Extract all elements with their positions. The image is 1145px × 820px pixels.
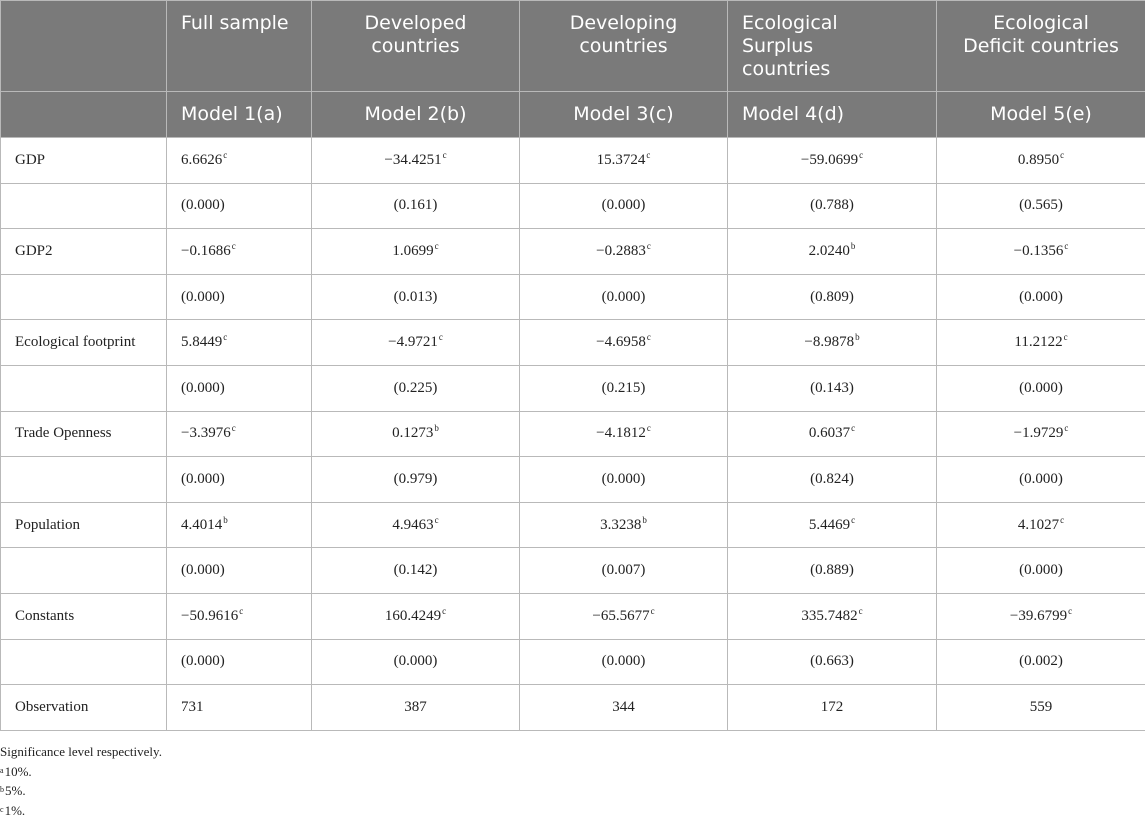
significance-mark: c <box>859 606 863 616</box>
cell-value: (0.013) <box>394 289 438 305</box>
table-cell <box>167 274 312 320</box>
model-header-row <box>1 92 1145 138</box>
cell-value: 0.1273 <box>392 425 433 441</box>
significance-mark: b <box>855 332 860 342</box>
row-label <box>1 457 167 503</box>
table-row <box>1 183 1145 229</box>
cell-value: (0.000) <box>1019 562 1063 578</box>
group-header-line: countries <box>579 35 667 57</box>
cell-value: (0.225) <box>394 380 438 396</box>
significance-mark: b <box>223 515 228 525</box>
table-row <box>1 229 1145 275</box>
cell-value: 4.9463 <box>392 517 433 533</box>
cell-value: −1.9729 <box>1014 425 1064 441</box>
footnote-mark: c <box>0 805 4 814</box>
cell-value: 4.4014 <box>181 517 222 533</box>
row-label <box>1 639 167 685</box>
cell-value: 387 <box>404 699 427 715</box>
cell-value: −39.6799 <box>1010 608 1067 624</box>
cell-value: −8.9878 <box>804 334 854 350</box>
cell-value: −3.3976 <box>181 425 231 441</box>
model-header-3: Model 3(c) <box>520 92 728 138</box>
group-header-developing <box>520 1 728 92</box>
table-cell <box>167 593 312 639</box>
group-header-ecological-surplus <box>728 1 937 92</box>
table-cell <box>520 593 728 639</box>
row-label: Population <box>1 502 167 548</box>
table-row <box>1 593 1145 639</box>
cell-value: −59.0699 <box>801 152 858 168</box>
cell-value: 6.6626 <box>181 152 222 168</box>
cell-value: −4.1812 <box>596 425 646 441</box>
table-cell <box>312 502 520 548</box>
row-label <box>1 274 167 320</box>
significance-mark: c <box>851 423 855 433</box>
cell-value: (0.000) <box>1019 380 1063 396</box>
table-cell <box>312 320 520 366</box>
cell-value: 344 <box>612 699 635 715</box>
footnote-mark: a <box>0 766 4 775</box>
cell-value: (0.000) <box>602 197 646 213</box>
cell-value: (0.979) <box>394 471 438 487</box>
cell-value: (0.000) <box>1019 471 1063 487</box>
cell-value: (0.000) <box>602 471 646 487</box>
row-label: GDP <box>1 138 167 184</box>
table-row <box>1 502 1145 548</box>
significance-mark: c <box>435 515 439 525</box>
cell-value: −50.9616 <box>181 608 238 624</box>
table-cell <box>728 457 937 503</box>
cell-value: 5.4469 <box>809 517 850 533</box>
table-cell <box>167 457 312 503</box>
significance-mark: c <box>223 332 227 342</box>
group-header-line: Deficit countries <box>963 35 1119 57</box>
significance-mark: c <box>1064 423 1068 433</box>
cell-value: −0.1356 <box>1014 243 1064 259</box>
table-cell <box>728 229 937 275</box>
header-corner-cell <box>1 1 167 92</box>
table-cell <box>312 685 520 731</box>
table-cell <box>937 183 1145 229</box>
group-header-full-sample <box>167 1 312 92</box>
table-cell <box>167 138 312 184</box>
significance-mark: c <box>1064 332 1068 342</box>
footnote-mark: b <box>0 785 4 794</box>
table-footnotes <box>0 742 162 820</box>
table-cell <box>728 502 937 548</box>
group-header-line: countries <box>371 35 459 57</box>
table-row <box>1 548 1145 594</box>
model-header-1: Model 1(a) <box>167 92 312 138</box>
table-row <box>1 320 1145 366</box>
group-header-line: Ecological <box>742 12 838 34</box>
table-cell <box>520 685 728 731</box>
significance-mark: c <box>439 332 443 342</box>
footnote-intro: Significance level respectively. <box>0 742 162 762</box>
table-cell <box>167 411 312 457</box>
cell-value: (0.788) <box>810 197 854 213</box>
cell-value: (0.007) <box>602 562 646 578</box>
table-row <box>1 365 1145 411</box>
footnote-text: 5%. <box>5 783 26 798</box>
row-label: Trade Openness <box>1 411 167 457</box>
cell-value: (0.215) <box>602 380 646 396</box>
table-cell <box>937 548 1145 594</box>
table-row <box>1 138 1145 184</box>
cell-value: (0.000) <box>181 562 225 578</box>
cell-value: (0.000) <box>394 653 438 669</box>
table-cell <box>937 502 1145 548</box>
table-row <box>1 457 1145 503</box>
footnote-text: 10%. <box>5 764 32 779</box>
cell-value: 0.6037 <box>809 425 850 441</box>
cell-value: (0.002) <box>1019 653 1063 669</box>
table-cell <box>728 593 937 639</box>
table-cell <box>167 183 312 229</box>
table-cell <box>312 411 520 457</box>
table-cell <box>520 138 728 184</box>
cell-value: (0.161) <box>394 197 438 213</box>
cell-value: 15.3724 <box>597 152 646 168</box>
table-cell <box>520 639 728 685</box>
table-cell <box>312 138 520 184</box>
table-cell <box>520 183 728 229</box>
table-cell <box>167 548 312 594</box>
table-cell <box>937 138 1145 184</box>
model-header-4: Model 4(d) <box>728 92 937 138</box>
table-cell <box>312 548 520 594</box>
table-cell <box>312 274 520 320</box>
footnote-item <box>0 781 162 801</box>
significance-mark: c <box>646 150 650 160</box>
table-cell <box>728 639 937 685</box>
significance-mark: b <box>642 515 647 525</box>
significance-mark: c <box>851 515 855 525</box>
table-cell <box>937 365 1145 411</box>
footnote-item <box>0 762 162 782</box>
row-label <box>1 365 167 411</box>
cell-value: 11.2122 <box>1014 334 1062 350</box>
row-label: GDP2 <box>1 229 167 275</box>
model-header-2: Model 2(b) <box>312 92 520 138</box>
significance-mark: c <box>1060 515 1064 525</box>
table-cell <box>728 183 937 229</box>
cell-value: 172 <box>821 699 844 715</box>
group-header-label: Full sample <box>181 12 289 34</box>
cell-value: 0.8950 <box>1018 152 1059 168</box>
table-cell <box>520 229 728 275</box>
table-cell <box>312 229 520 275</box>
cell-value: 1.0699 <box>392 243 433 259</box>
significance-mark: c <box>647 241 651 251</box>
cell-value: (0.000) <box>181 289 225 305</box>
cell-value: (0.000) <box>1019 289 1063 305</box>
row-label <box>1 183 167 229</box>
table-cell <box>167 320 312 366</box>
table-cell <box>937 229 1145 275</box>
group-header-ecological-deficit <box>937 1 1145 92</box>
table-cell <box>520 320 728 366</box>
significance-mark: c <box>223 150 227 160</box>
significance-mark: c <box>239 606 243 616</box>
row-label <box>1 548 167 594</box>
group-header-line: Surplus <box>742 35 813 57</box>
table-cell <box>167 229 312 275</box>
table-cell <box>520 411 728 457</box>
table-cell <box>312 183 520 229</box>
significance-mark: c <box>859 150 863 160</box>
significance-mark: c <box>1060 150 1064 160</box>
table-cell <box>520 457 728 503</box>
table-row <box>1 411 1145 457</box>
cell-value: (0.000) <box>181 471 225 487</box>
table-cell <box>728 685 937 731</box>
cell-value: 5.8449 <box>181 334 222 350</box>
table-body <box>1 138 1145 731</box>
significance-mark: c <box>435 241 439 251</box>
cell-value: (0.000) <box>181 380 225 396</box>
significance-mark: b <box>851 241 856 251</box>
significance-mark: c <box>443 150 447 160</box>
group-header-row <box>1 1 1145 92</box>
table-cell <box>728 365 937 411</box>
significance-mark: c <box>232 241 236 251</box>
cell-value: −34.4251 <box>384 152 441 168</box>
group-header-developed <box>312 1 520 92</box>
table-cell <box>937 274 1145 320</box>
cell-value: 731 <box>181 699 204 715</box>
cell-value: (0.000) <box>602 653 646 669</box>
cell-value: −4.9721 <box>388 334 438 350</box>
table-cell <box>728 138 937 184</box>
cell-value: 3.3238 <box>600 517 641 533</box>
table-cell <box>520 274 728 320</box>
significance-mark: c <box>1068 606 1072 616</box>
significance-mark: c <box>442 606 446 616</box>
cell-value: (0.565) <box>1019 197 1063 213</box>
table-cell <box>937 411 1145 457</box>
footnote-item <box>0 801 162 820</box>
significance-mark: c <box>651 606 655 616</box>
table-cell <box>167 639 312 685</box>
table-cell <box>312 457 520 503</box>
significance-mark: b <box>434 423 439 433</box>
group-header-line: countries <box>742 58 830 80</box>
cell-value: 160.4249 <box>385 608 441 624</box>
table-cell <box>312 593 520 639</box>
cell-value: (0.000) <box>181 653 225 669</box>
table-row <box>1 274 1145 320</box>
cell-value: (0.824) <box>810 471 854 487</box>
group-header-line: Developing <box>570 12 678 34</box>
group-header-line: Developed <box>365 12 467 34</box>
significance-mark: c <box>647 332 651 342</box>
significance-mark: c <box>232 423 236 433</box>
cell-value: −65.5677 <box>592 608 649 624</box>
table-cell <box>167 365 312 411</box>
table-cell <box>520 548 728 594</box>
table-cell <box>520 502 728 548</box>
cell-value: 2.0240 <box>809 243 850 259</box>
table-header <box>1 1 1145 138</box>
cell-value: 335.7482 <box>801 608 857 624</box>
header-corner-cell <box>1 92 167 138</box>
cell-value: −0.1686 <box>181 243 231 259</box>
row-label: Constants <box>1 593 167 639</box>
table-row <box>1 639 1145 685</box>
significance-mark: c <box>1064 241 1068 251</box>
cell-value: (0.000) <box>181 197 225 213</box>
table-cell <box>728 274 937 320</box>
table-cell <box>728 320 937 366</box>
table-cell <box>167 685 312 731</box>
cell-value: (0.000) <box>602 289 646 305</box>
cell-value: 559 <box>1030 699 1053 715</box>
table-cell <box>728 411 937 457</box>
table-cell <box>937 639 1145 685</box>
table-cell <box>312 365 520 411</box>
cell-value: (0.889) <box>810 562 854 578</box>
table-cell <box>728 548 937 594</box>
cell-value: (0.142) <box>394 562 438 578</box>
footnote-text: 1%. <box>5 803 26 818</box>
table-cell <box>937 593 1145 639</box>
table-row <box>1 685 1145 731</box>
row-label: Ecological footprint <box>1 320 167 366</box>
significance-mark: c <box>647 423 651 433</box>
cell-value: 4.1027 <box>1018 517 1059 533</box>
model-header-5: Model 5(e) <box>937 92 1145 138</box>
row-label: Observation <box>1 685 167 731</box>
table-cell <box>520 365 728 411</box>
group-header-line: Ecological <box>993 12 1089 34</box>
table-cell <box>937 457 1145 503</box>
cell-value: (0.143) <box>810 380 854 396</box>
cell-value: (0.663) <box>810 653 854 669</box>
cell-value: (0.809) <box>810 289 854 305</box>
cell-value: −0.2883 <box>596 243 646 259</box>
table-cell <box>937 320 1145 366</box>
table-cell <box>937 685 1145 731</box>
table-cell <box>312 639 520 685</box>
cell-value: −4.6958 <box>596 334 646 350</box>
table-cell <box>167 502 312 548</box>
